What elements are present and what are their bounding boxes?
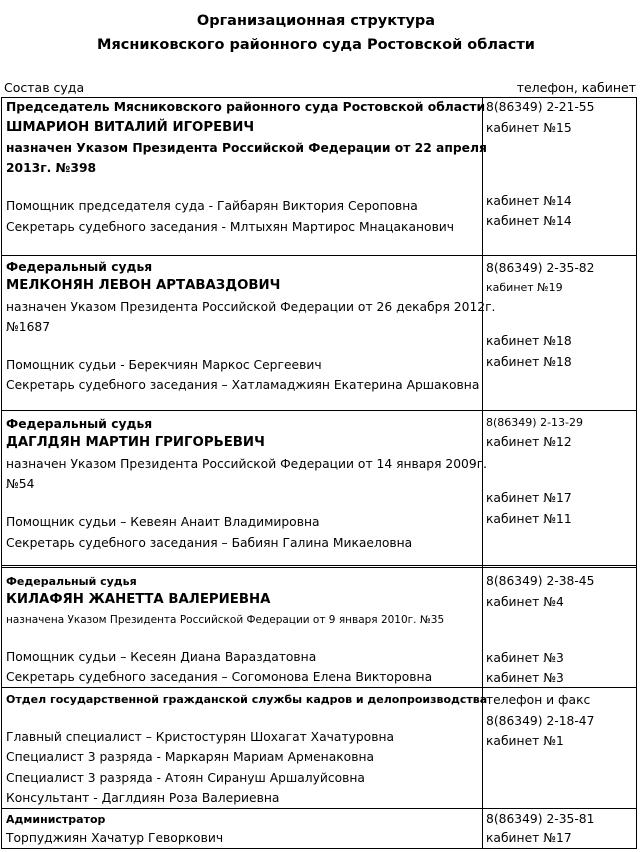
- chairman-appointment: назначен Указом Президента Российской Федерации от 22 апреля: [6, 141, 487, 155]
- judge-assistant-office: кабинет №18: [486, 334, 572, 348]
- judge-assistant: Помощник судьи – Кесеян Диана Вараздатовна: [6, 650, 317, 664]
- document-subtitle: Мясниковского районного суда Ростовской области: [97, 37, 535, 53]
- column-header-composition: Состав суда: [4, 80, 85, 95]
- judge-appointment: назначен Указом Президента Российской Федерации от 26 декабря 2012г.: [6, 300, 496, 314]
- hr-staff-member: Главный специалист – Кристостурян Шохагат Хачатуровна: [6, 730, 395, 744]
- row-divider: [1, 565, 637, 568]
- judge-secretary: Секретарь судебного заседания – Бабиян Галина Микаеловна: [6, 536, 413, 550]
- column-header-contacts: телефон, кабинет: [516, 80, 636, 95]
- judge-position: Федеральный судья: [6, 575, 137, 588]
- judge-name: КИЛАФЯН ЖАНЕТТА ВАЛЕРИЕВНА: [6, 592, 271, 607]
- chairman-office: кабинет №15: [486, 121, 572, 135]
- judge-phone: 8(86349) 2-13-29: [486, 416, 584, 429]
- judge-secretary-office: кабинет №3: [486, 671, 564, 685]
- row-divider: [1, 687, 637, 688]
- hr-staff-member: Специалист 3 разряда - Маркарян Мариам Арменаковна: [6, 750, 375, 764]
- administrator-phone: 8(86349) 2-35-81: [486, 812, 595, 826]
- chairman-name: ШМАРИОН ВИТАЛИЙ ИГОРЕВИЧ: [6, 120, 255, 135]
- judge-secretary-office: кабинет №18: [486, 355, 572, 369]
- judge-office: кабинет №4: [486, 595, 564, 609]
- row-divider: [1, 255, 637, 256]
- judge-phone: 8(86349) 2-38-45: [486, 574, 595, 588]
- administrator-title: Администратор: [6, 813, 106, 826]
- judge-assistant-office: кабинет №17: [486, 491, 572, 505]
- judge-appointment: назначена Указом Президента Российской Федерации от 9 января 2010г. №35: [6, 614, 445, 626]
- chairman-appointment-cont: 2013г. №398: [6, 161, 97, 175]
- chairman-assistant: Помощник председателя суда - Гайбарян Виктория Сероповна: [6, 199, 418, 213]
- judge-assistant: Помощник судьи – Кевеян Анаит Владимировна: [6, 515, 320, 529]
- judge-phone: 8(86349) 2-35-82: [486, 261, 595, 275]
- judge-position: Федеральный судья: [6, 260, 153, 274]
- judge-name: ДАГЛДЯН МАРТИН ГРИГОРЬЕВИЧ: [6, 435, 265, 450]
- judge-name: МЕЛКОНЯН ЛЕВОН АРТАВАЗДОВИЧ: [6, 278, 281, 293]
- judge-appointment-cont: №54: [6, 477, 35, 491]
- hr-phone-label: телефон и факс: [486, 693, 591, 707]
- judge-position: Федеральный судья: [6, 417, 153, 431]
- chairman-assistant-office: кабинет №14: [486, 194, 572, 208]
- chairman-position: Председатель Мясниковского районного суда Ростовской области: [6, 100, 486, 114]
- judge-office: кабинет №12: [486, 435, 572, 449]
- judge-appointment-cont: №1687: [6, 320, 51, 334]
- judge-secretary: Секретарь судебного заседания – Хатламаджиян Екатерина Аршаковна: [6, 378, 480, 392]
- hr-phone: 8(86349) 2-18-47: [486, 714, 595, 728]
- judge-secretary-office: кабинет №11: [486, 512, 572, 526]
- hr-staff-member: Консультант - Даглдиян Роза Валериевна: [6, 791, 280, 805]
- judge-secretary: Секретарь судебного заседания – Согомонова Елена Викторовна: [6, 670, 433, 684]
- administrator-office: кабинет №17: [486, 831, 572, 845]
- judge-appointment: назначен Указом Президента Российской Федерации от 14 января 2009г.: [6, 457, 488, 471]
- row-divider: [1, 808, 637, 809]
- hr-office: кабинет №1: [486, 734, 564, 748]
- hr-department-title: Отдел государственной гражданской службы кадров и делопроизводства: [6, 693, 488, 706]
- chairman-phone: 8(86349) 2-21-55: [486, 100, 595, 114]
- judge-office: кабинет №19: [486, 281, 563, 294]
- hr-staff-member: Специалист 3 разряда - Атоян Сирануш Аршалуйсовна: [6, 771, 365, 785]
- chairman-secretary-office: кабинет №14: [486, 214, 572, 228]
- document-title: Организационная структура: [196, 13, 436, 29]
- column-divider: [482, 97, 483, 849]
- chairman-secretary: Секретарь судебного заседания - Млтыхян Мартирос Мнацаканович: [6, 220, 455, 234]
- row-divider: [1, 410, 637, 411]
- administrator-name: Торпуджиян Хачатур Геворкович: [6, 831, 224, 845]
- judge-assistant-office: кабинет №3: [486, 651, 564, 665]
- judge-assistant: Помощник судьи - Берекчиян Маркос Сергеевич: [6, 358, 322, 372]
